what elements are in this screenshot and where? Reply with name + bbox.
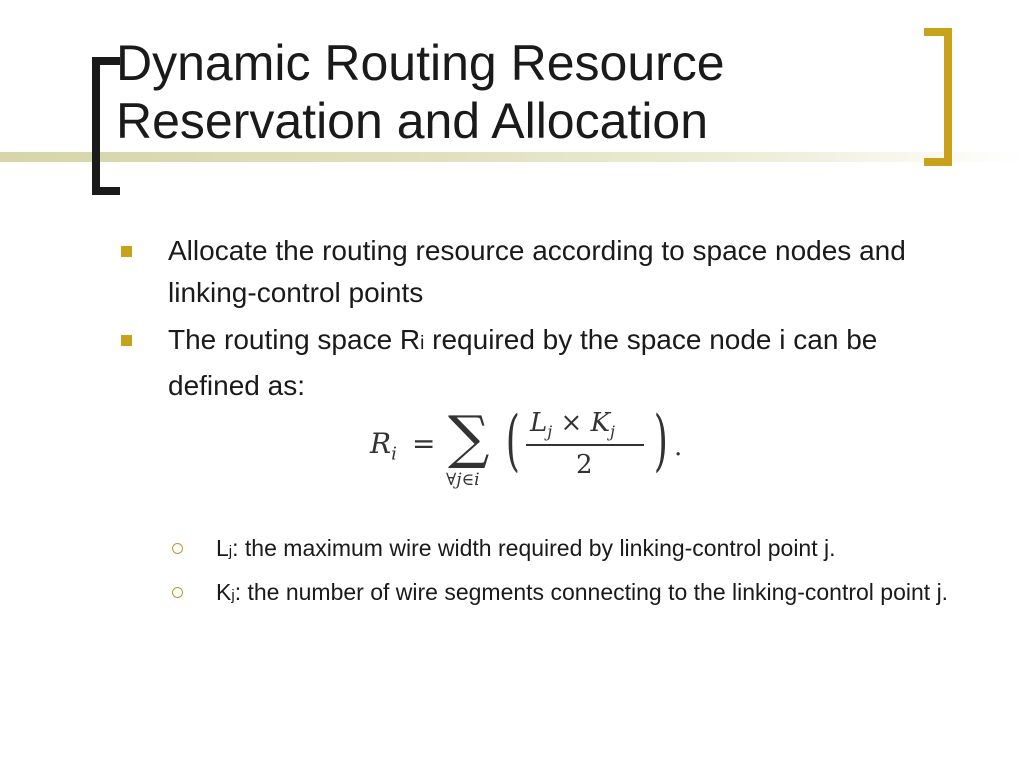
numerator-L-subscript: j bbox=[547, 422, 553, 442]
square-bullet-icon bbox=[121, 335, 132, 346]
sub-bullet-text: : the number of wire segments connecting to the linking-control point j. bbox=[234, 579, 949, 605]
sub-bullet-list bbox=[172, 531, 962, 619]
sub-bullet-item bbox=[172, 531, 962, 569]
formula-numerator bbox=[530, 408, 615, 441]
bullet-item bbox=[118, 319, 948, 407]
slide-title-line1: Dynamic Routing Resource bbox=[116, 35, 725, 91]
right-bracket-decoration bbox=[924, 28, 952, 166]
bullet-list bbox=[118, 230, 948, 412]
routing-space-formula bbox=[368, 400, 698, 505]
formula-lhs bbox=[370, 427, 397, 465]
sub-bullet-var: K bbox=[216, 579, 232, 605]
bullet-text-before: The routing space R bbox=[168, 324, 421, 355]
slide-title-line2: Reservation and Allocation bbox=[116, 93, 709, 149]
formula-right-paren: ) bbox=[653, 402, 668, 479]
formula-lhs-subscript: i bbox=[391, 443, 397, 465]
fraction-bar bbox=[526, 444, 644, 446]
bullet-text-after: required by the space node i can be defined as: bbox=[168, 324, 878, 401]
sub-bullet-var-subscript: j bbox=[231, 587, 235, 604]
formula-period: . bbox=[674, 432, 683, 462]
sub-bullet-var: L bbox=[216, 535, 229, 561]
square-bullet-icon bbox=[121, 246, 132, 257]
summation-symbol: ∑ bbox=[448, 403, 490, 471]
sub-bullet-var-subscript: j bbox=[228, 543, 233, 560]
title-underline-band bbox=[0, 152, 1024, 162]
sub-bullet-text: : the maximum wire width required by linking-control point j. bbox=[232, 535, 836, 561]
bullet-text: Allocate the routing resource according to space nodes and linking-control points bbox=[168, 235, 906, 308]
slide-title bbox=[116, 34, 876, 150]
bullet-item bbox=[118, 230, 948, 314]
sub-bullet-item bbox=[172, 575, 962, 613]
formula-lhs-symbol: R bbox=[370, 427, 392, 460]
bullet-subscript: i bbox=[420, 333, 425, 354]
formula-left-paren: ( bbox=[505, 402, 520, 479]
summation-index: ∀j∈i bbox=[446, 470, 480, 490]
formula-equals: = bbox=[412, 427, 436, 460]
numerator-K-subscript: j bbox=[610, 422, 615, 442]
circle-bullet-icon bbox=[172, 543, 183, 554]
circle-bullet-icon bbox=[172, 587, 183, 598]
numerator-L: L bbox=[530, 408, 548, 438]
formula-denominator: 2 bbox=[576, 450, 593, 480]
numerator-times: × bbox=[552, 408, 591, 438]
numerator-K: K bbox=[590, 408, 610, 438]
